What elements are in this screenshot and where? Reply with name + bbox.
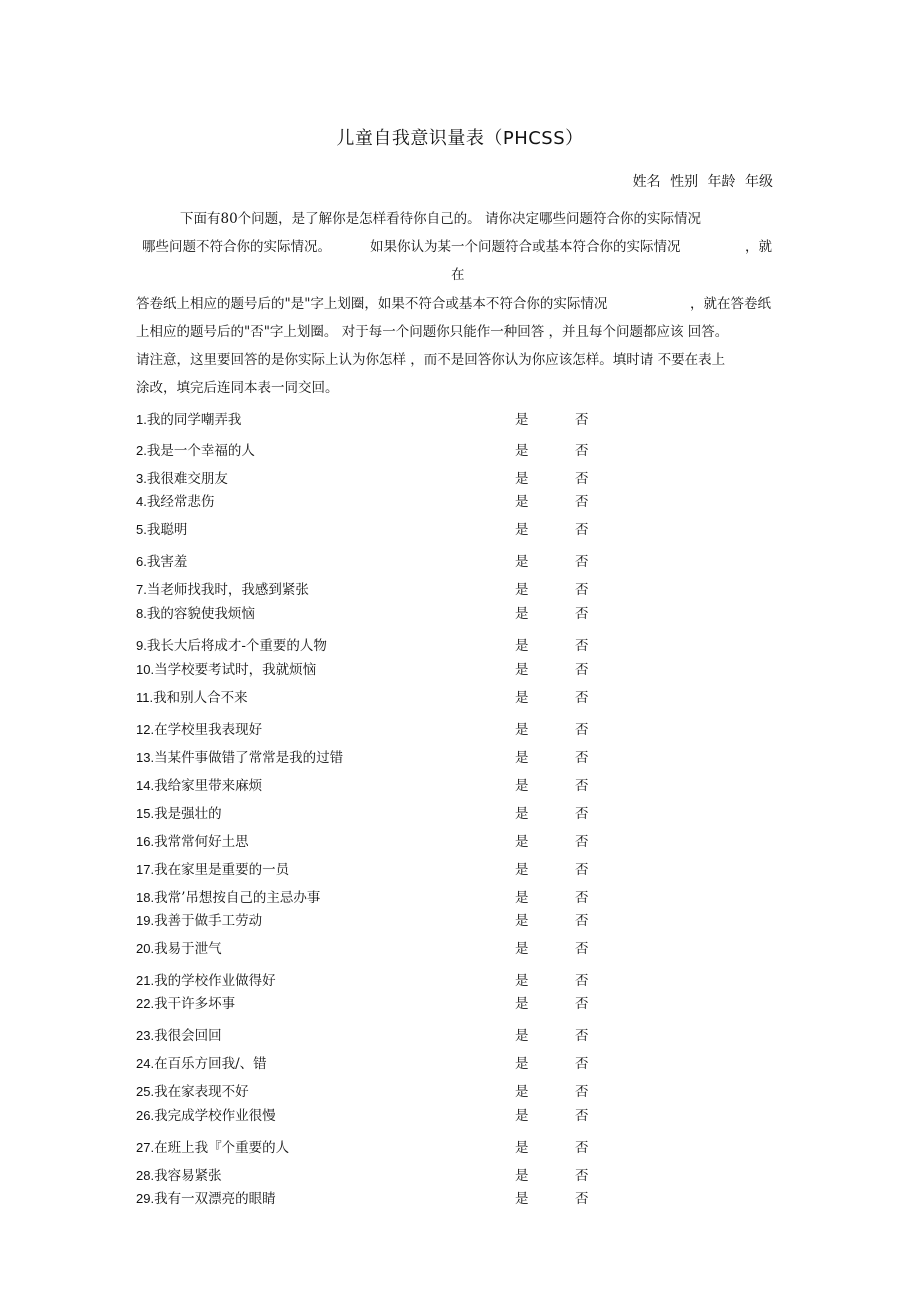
- question-label: 我是一个幸福的人: [146, 443, 255, 459]
- answer-yes-option[interactable]: 是: [515, 1168, 529, 1184]
- page-title: 儿童自我意识量表（PHCSS）: [336, 128, 584, 149]
- question-number: 10.: [136, 662, 155, 677]
- answer-no-option[interactable]: 否: [575, 471, 589, 487]
- answer-yes-option[interactable]: 是: [515, 638, 529, 654]
- question-label: 我聪明: [146, 522, 188, 538]
- answer-yes-option[interactable]: 是: [515, 1056, 529, 1072]
- question-label: 我干许多坏事: [154, 996, 236, 1012]
- question-text: [136, 746, 343, 766]
- instruction-line: 在: [451, 267, 465, 283]
- question-number: 23.: [136, 1028, 155, 1043]
- question-text: [136, 830, 249, 850]
- question-label: 我长大后将成才-个重要的人物: [146, 638, 327, 654]
- answer-yes-option[interactable]: 是: [515, 890, 529, 906]
- question-text: [136, 718, 262, 738]
- answer-yes-option[interactable]: 是: [515, 1140, 529, 1156]
- question-label: 当学校要考试时，我就烦恼: [154, 662, 317, 678]
- answer-yes-option[interactable]: 是: [515, 1191, 529, 1207]
- answer-no-option[interactable]: 否: [575, 890, 589, 906]
- question-number: 1.: [136, 412, 147, 427]
- question-text: [136, 774, 262, 794]
- instruction-line: ，就在答卷纸: [690, 296, 771, 312]
- question-number: 22.: [136, 996, 155, 1011]
- question-number: 21.: [136, 973, 155, 988]
- name-field-label: 姓名: [632, 174, 661, 190]
- answer-yes-option[interactable]: 是: [515, 554, 529, 570]
- question-number: 3.: [136, 471, 147, 486]
- question-number: 8.: [136, 606, 147, 621]
- question-text: [136, 969, 276, 989]
- question-text: [136, 518, 187, 538]
- answer-yes-option[interactable]: 是: [515, 806, 529, 822]
- question-text: [136, 439, 255, 459]
- answer-yes-option[interactable]: 是: [515, 412, 529, 428]
- answer-yes-option[interactable]: 是: [515, 1028, 529, 1044]
- question-number: 14.: [136, 778, 155, 793]
- question-text: [136, 937, 222, 957]
- question-label: 我完成学校作业很慢: [154, 1108, 276, 1124]
- gender-field-label: 性别: [670, 174, 699, 190]
- answer-no-option[interactable]: 否: [575, 941, 589, 957]
- question-text: [136, 467, 228, 487]
- answer-no-option[interactable]: 否: [575, 582, 589, 598]
- age-field-label: 年龄: [707, 174, 736, 190]
- question-text: [136, 909, 262, 929]
- answer-yes-option[interactable]: 是: [515, 494, 529, 510]
- respondent-info-fields: [628, 171, 773, 191]
- question-number: 9.: [136, 638, 147, 653]
- answer-yes-option[interactable]: 是: [515, 1108, 529, 1124]
- question-text: [136, 602, 255, 622]
- question-text: [136, 550, 187, 570]
- question-number: 15.: [136, 806, 155, 821]
- answer-no-option[interactable]: 否: [575, 1191, 589, 1207]
- answer-yes-option[interactable]: 是: [515, 690, 529, 706]
- question-text: [136, 658, 316, 678]
- answer-yes-option[interactable]: 是: [515, 941, 529, 957]
- question-text: [136, 1136, 289, 1156]
- answer-yes-option[interactable]: 是: [515, 1084, 529, 1100]
- question-number: 27.: [136, 1140, 155, 1155]
- question-label: 我给家里带来麻烦: [154, 778, 263, 794]
- answer-yes-option[interactable]: 是: [515, 722, 529, 738]
- answer-no-option[interactable]: 否: [575, 522, 589, 538]
- question-text: [136, 634, 327, 654]
- question-text: [136, 1187, 276, 1207]
- question-number: 26.: [136, 1108, 155, 1123]
- instruction-line: 如果你认为某一个问题符合或基本符合你的实际情况: [370, 239, 681, 255]
- question-label: 我常常何好土思: [154, 834, 249, 850]
- answer-no-option[interactable]: 否: [575, 638, 589, 654]
- instruction-line: 答卷纸上相应的题号后的"是"字上划圈，如果不符合或基本不符合你的实际情况: [136, 296, 608, 312]
- answer-no-option[interactable]: 否: [575, 778, 589, 794]
- instruction-line: 下面有80个问题，是了解你是怎样看待你自己的。 请你决定哪些问题符合你的实际情况: [180, 211, 701, 227]
- question-label: 我很会回回: [154, 1028, 222, 1044]
- answer-yes-option[interactable]: 是: [515, 862, 529, 878]
- question-label: 在百乐方回我/、错: [154, 1056, 267, 1072]
- question-text: [136, 1024, 222, 1044]
- answer-no-option[interactable]: 否: [575, 554, 589, 570]
- question-number: 17.: [136, 862, 155, 877]
- answer-yes-option[interactable]: 是: [515, 471, 529, 487]
- question-number: 12.: [136, 722, 155, 737]
- answer-yes-option[interactable]: 是: [515, 443, 529, 459]
- question-number: 29.: [136, 1191, 155, 1206]
- answer-no-option[interactable]: 否: [575, 722, 589, 738]
- question-label: 我经常悲伤: [146, 494, 215, 510]
- answer-no-option[interactable]: 否: [575, 662, 589, 678]
- question-number: 4.: [136, 494, 147, 509]
- answer-no-option[interactable]: 否: [575, 1140, 589, 1156]
- grade-field-label: 年级: [745, 174, 773, 190]
- question-label: 在班上我『个重要的人: [154, 1140, 290, 1156]
- question-number: 19.: [136, 913, 155, 928]
- question-number: 6.: [136, 554, 147, 569]
- question-text: [136, 686, 248, 706]
- question-label: 我常’吊想按自己的主忌办事: [154, 890, 321, 906]
- question-number: 24.: [136, 1056, 155, 1071]
- question-number: 5.: [136, 522, 147, 537]
- answer-no-option[interactable]: 否: [575, 1084, 589, 1100]
- question-label: 当老师找我时，我感到紧张: [146, 582, 309, 598]
- question-number: 25.: [136, 1084, 155, 1099]
- question-text: [136, 802, 222, 822]
- answer-no-option[interactable]: 否: [575, 494, 589, 510]
- question-text: [136, 1052, 267, 1072]
- question-label: 我和别人合不来: [153, 690, 248, 706]
- question-label: 我害羞: [146, 554, 188, 570]
- question-number: 7.: [136, 582, 147, 597]
- answer-no-option[interactable]: 否: [575, 834, 589, 850]
- question-text: [136, 1164, 222, 1184]
- question-label: 我容易紧张: [154, 1168, 222, 1184]
- answer-yes-option[interactable]: 是: [515, 834, 529, 850]
- question-text: [136, 408, 241, 428]
- question-number: 11.: [136, 690, 154, 705]
- question-label: 我的学校作业做得好: [154, 973, 276, 989]
- answer-yes-option[interactable]: 是: [515, 522, 529, 538]
- answer-no-option[interactable]: 否: [575, 690, 589, 706]
- question-label: 我是强壮的: [154, 806, 222, 822]
- answer-no-option[interactable]: 否: [575, 443, 589, 459]
- instruction-line: 请注意，这里要回答的是你实际上认为你怎样 ，而不是回答你认为你应该怎样。填时请 不要在表上: [136, 352, 726, 368]
- answer-yes-option[interactable]: 是: [515, 606, 529, 622]
- answer-no-option[interactable]: 否: [575, 750, 589, 766]
- answer-no-option[interactable]: 否: [575, 1168, 589, 1184]
- answer-yes-option[interactable]: 是: [515, 662, 529, 678]
- question-label: 我在家表现不好: [154, 1084, 249, 1100]
- question-number: 18.: [136, 890, 155, 905]
- question-label: 当某件事做错了常常是我的过错: [154, 750, 344, 766]
- question-text: [136, 1104, 276, 1124]
- question-number: 28.: [136, 1168, 155, 1183]
- question-label: 我有一双漂亮的眼睛: [154, 1191, 276, 1207]
- answer-no-option[interactable]: 否: [575, 996, 589, 1012]
- answer-no-option[interactable]: 否: [575, 862, 589, 878]
- answer-yes-option[interactable]: 是: [515, 913, 529, 929]
- question-number: 13.: [136, 750, 155, 765]
- answer-no-option[interactable]: 否: [575, 412, 589, 428]
- answer-no-option[interactable]: 否: [575, 973, 589, 989]
- question-text: [136, 578, 309, 598]
- question-label: 我在家里是重要的一员: [154, 862, 290, 878]
- instruction-line: 涂改，填完后连同本表一同交回。: [136, 380, 339, 396]
- answer-no-option[interactable]: 否: [575, 913, 589, 929]
- answer-no-option[interactable]: 否: [575, 1028, 589, 1044]
- instruction-line: ，就: [745, 239, 772, 255]
- question-label: 我善于做手工劳动: [154, 913, 263, 929]
- answer-yes-option[interactable]: 是: [515, 996, 529, 1012]
- question-number: 20.: [136, 941, 155, 956]
- question-text: [136, 490, 214, 510]
- answer-yes-option[interactable]: 是: [515, 582, 529, 598]
- answer-yes-option[interactable]: 是: [515, 778, 529, 794]
- answer-no-option[interactable]: 否: [575, 806, 589, 822]
- answer-no-option[interactable]: 否: [575, 1108, 589, 1124]
- question-text: [136, 858, 289, 878]
- answer-no-option[interactable]: 否: [575, 1056, 589, 1072]
- answer-no-option[interactable]: 否: [575, 606, 589, 622]
- instruction-line: 哪些问题不符合你的实际情况。: [142, 239, 331, 255]
- question-label: 我的容貌使我烦恼: [146, 606, 255, 622]
- question-text: [136, 886, 320, 906]
- question-label: 在学校里我表现好: [154, 722, 263, 738]
- instruction-line: 上相应的题号后的"否"字上划圈。 对于每一个问题你只能作一种回答 ，并且每个问题都应该 回答。: [136, 324, 729, 340]
- question-text: [136, 992, 235, 1012]
- question-label: 我的同学嘲弄我: [146, 412, 242, 428]
- question-number: 2.: [136, 443, 147, 458]
- answer-yes-option[interactable]: 是: [515, 750, 529, 766]
- question-label: 我易于泄气: [154, 941, 222, 957]
- answer-yes-option[interactable]: 是: [515, 973, 529, 989]
- question-label: 我很难交朋友: [146, 471, 228, 487]
- question-number: 16.: [136, 834, 155, 849]
- question-text: [136, 1080, 249, 1100]
